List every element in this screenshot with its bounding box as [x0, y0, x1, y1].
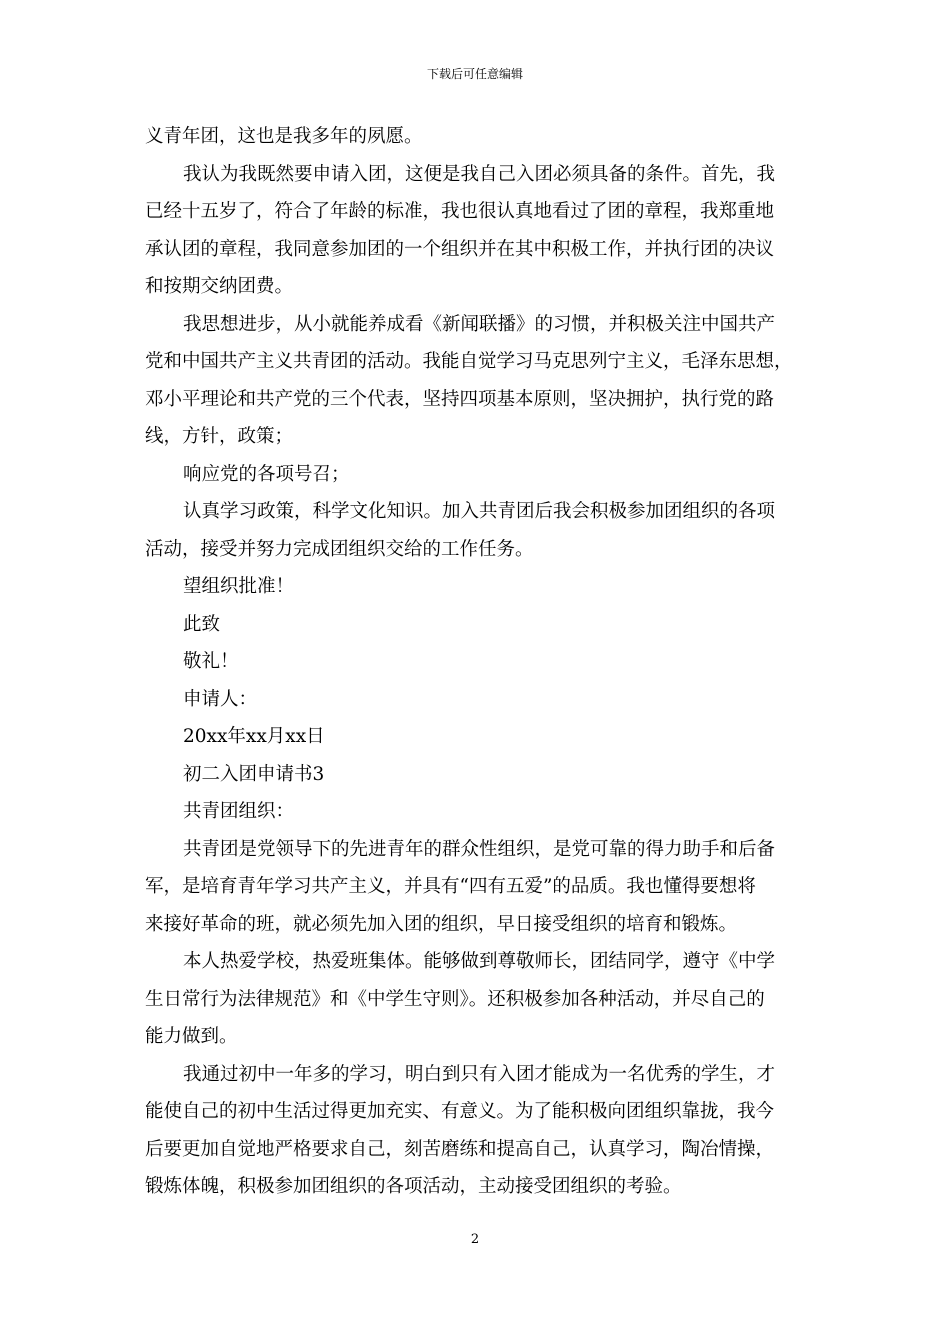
- text-line: 能使自己的初中生活过得更加充实、有意义。为了能积极向团组织靠拢，我今: [145, 1101, 775, 1122]
- document-body: [145, 118, 807, 1206]
- text-line: 认真学习政策，科学文化知识。加入共青团后我会积极参加团组织的各项: [183, 501, 776, 522]
- text-line: 20xx年xx月xx日: [183, 726, 325, 747]
- text-line: 来接好革命的班，就必须先加入团的组织，早日接受组织的培育和锻炼。: [145, 913, 738, 935]
- text-line: 共青团组织：: [183, 801, 295, 822]
- text-line: 敬礼！: [183, 651, 239, 672]
- text-line: 能力做到。: [145, 1026, 238, 1047]
- text-line: 申请人：: [183, 688, 258, 710]
- text-line: 本人热爱学校，热爱班集体。能够做到尊敬师长，团结同学，遵守《中学: [183, 951, 776, 972]
- text-line: 此致: [183, 613, 221, 635]
- text-line: 活动，接受并努力完成团组织交给的工作任务。: [145, 538, 534, 560]
- text-line: 共青团是党领导下的先进青年的群众性组织，是党可靠的得力助手和后备: [183, 838, 776, 860]
- text-line: 初二入团申请书3: [183, 763, 325, 785]
- text-line: 我通过初中一年多的学习，明白到只有入团才能成为一名优秀的学生，才: [183, 1063, 776, 1085]
- text-line: 望组织批准！: [183, 576, 295, 597]
- text-line: 已经十五岁了，符合了年龄的标准，我也很认真地看过了团的章程，我郑重地: [145, 201, 775, 222]
- text-line: 我认为我既然要申请入团，这便是我自己入团必须具备的条件。首先，我: [183, 163, 776, 185]
- text-line: 承认团的章程，我同意参加团的一个组织并在其中积极工作，并执行团的决议: [145, 238, 775, 260]
- text-line: 邓小平理论和共产党的三个代表，坚持四项基本原则，坚决拥护，执行党的路: [145, 388, 775, 410]
- text-line: 后要更加自觉地严格要求自己，刻苦磨练和提高自己，认真学习，陶冶情操，: [145, 1138, 775, 1160]
- text-line: 响应党的各项号召；: [183, 463, 350, 485]
- text-line: 生日常行为法律规范》和《中学生守则》。还积极参加各种活动，并尽自己的: [145, 988, 765, 1010]
- page-number: 2: [470, 1232, 480, 1247]
- text-line: 我思想进步，从小就能养成看《新闻联播》的习惯，并积极关注中国共产: [183, 313, 776, 335]
- text-line: 军，是培育青年学习共产主义，并具有“四有五爱”的品质。我也懂得要想将: [145, 876, 756, 897]
- text-line: 党和中国共产主义共青团的活动。我能自觉学习马克思列宁主义，毛泽东思想，: [145, 351, 793, 372]
- text-line: 和按期交纳团费。: [145, 276, 294, 297]
- text-line: 义青年团，这也是我多年的夙愿。: [145, 126, 423, 147]
- text-line: 线，方针，政策；: [145, 426, 294, 447]
- page-header: 下载后可任意编辑: [426, 67, 523, 81]
- text-line: 锻炼体魄，积极参加团组织的各项活动，主动接受团组织的考验。: [145, 1176, 682, 1197]
